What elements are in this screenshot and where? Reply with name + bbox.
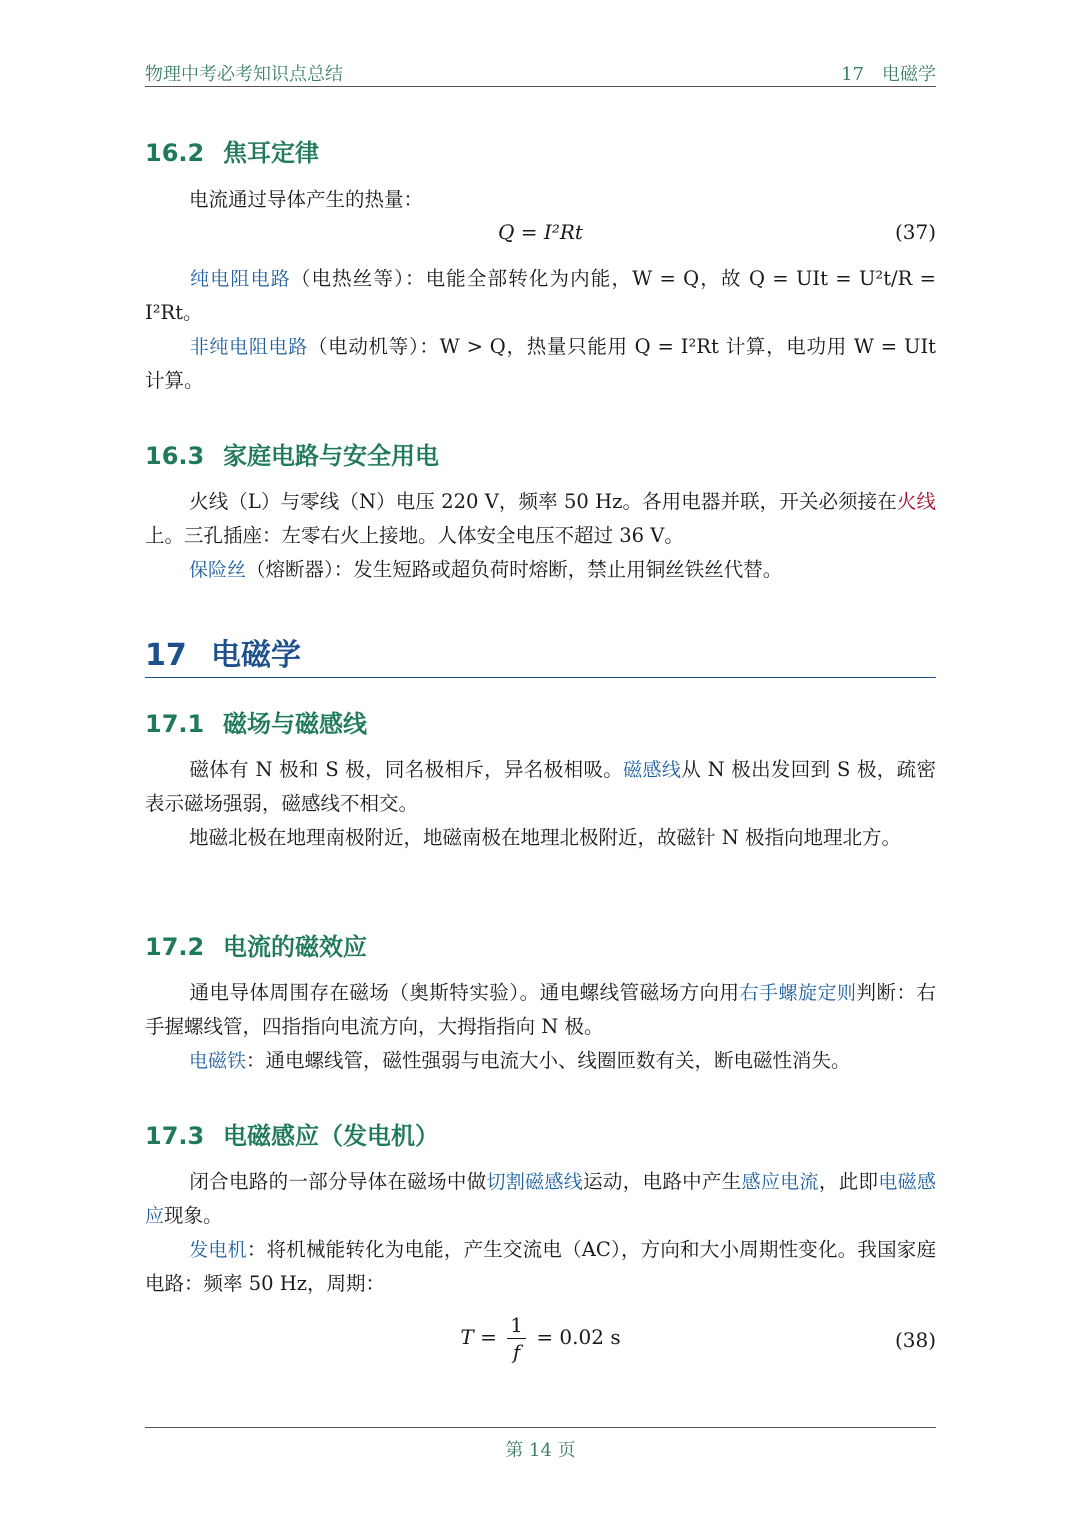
paragraph-text: ，此即 bbox=[818, 1170, 879, 1193]
section-heading-17-3 bbox=[145, 1116, 439, 1151]
equation-rhs: = 0.02 s bbox=[536, 1325, 621, 1349]
header-book-title: 物理中考必考知识点总结 bbox=[145, 64, 343, 85]
paragraph-text: （熔断器）：发生短路或超负荷时熔断，禁止用铜丝铁丝代替。 bbox=[246, 558, 783, 581]
term-highlight: 发电机 bbox=[189, 1239, 247, 1261]
paragraph-induction bbox=[145, 1165, 936, 1233]
paragraph-non-pure-resistive bbox=[145, 330, 936, 398]
running-header bbox=[145, 60, 936, 86]
term-highlight: 保险丝 bbox=[189, 559, 247, 581]
paragraph-text: 现象。 bbox=[164, 1204, 223, 1227]
section-heading-16-3 bbox=[145, 436, 439, 471]
section-heading-16-2 bbox=[145, 133, 319, 168]
page-number: 第 14 页 bbox=[505, 1440, 576, 1461]
paragraph-text: 上。三孔插座：左零右火上接地。人体安全电压不超过 36 V。 bbox=[145, 524, 684, 547]
paragraph-pure-resistive bbox=[145, 262, 936, 330]
equation-formula bbox=[145, 1312, 936, 1365]
section-number: 16.3 bbox=[145, 442, 205, 470]
paragraph-text: ：通电螺线管，磁性强弱与电流大小、线圈匝数有关，断电磁性消失。 bbox=[246, 1049, 851, 1072]
chapter-number: 17 bbox=[145, 638, 187, 673]
equation-number: (38) bbox=[894, 1328, 936, 1352]
section-title: 磁场与磁感线 bbox=[223, 710, 367, 738]
equation-38 bbox=[145, 1312, 936, 1372]
paragraph-electromagnet bbox=[145, 1044, 936, 1078]
paragraph-text: 磁体有 N 极和 S 极，同名极相斥，异名极相吸。 bbox=[189, 758, 624, 781]
fraction-denominator: f bbox=[512, 1340, 521, 1364]
footer-rule bbox=[145, 1427, 936, 1428]
paragraph-text: 运动，电路中产生 bbox=[583, 1170, 742, 1193]
term-highlight: 感应电流 bbox=[741, 1171, 819, 1193]
paragraph-text: 闭合电路的一部分导体在磁场中做 bbox=[189, 1170, 487, 1193]
term-highlight: 纯电阻电路 bbox=[189, 268, 291, 290]
section-number: 17.1 bbox=[145, 710, 205, 738]
paragraph-text: 地磁北极在地理南极附近，地磁南极在地理北极附近，故磁针 N 极指向地理北方。 bbox=[189, 826, 901, 849]
section-number: 17.2 bbox=[145, 933, 205, 961]
equation-37 bbox=[145, 220, 936, 260]
header-chapter: 17 电磁学 bbox=[841, 64, 936, 85]
paragraph-household-circuit bbox=[145, 485, 936, 553]
fraction-numerator: 1 bbox=[507, 1312, 526, 1339]
document-page bbox=[145, 0, 936, 1527]
paragraph-magnet-poles bbox=[145, 753, 936, 821]
chapter-rule bbox=[145, 677, 936, 678]
section-title: 电磁感应（发电机） bbox=[223, 1122, 439, 1150]
section-heading-17-2 bbox=[145, 927, 367, 962]
chapter-title: 电磁学 bbox=[211, 638, 301, 673]
term-highlight: 磁感线 bbox=[623, 759, 682, 781]
paragraph-text: 通电导体周围存在磁场（奥斯特实验）。通电螺线管磁场方向用 bbox=[189, 981, 740, 1004]
header-rule bbox=[145, 86, 936, 87]
term-highlight: 切割磁感线 bbox=[486, 1171, 584, 1193]
equation-lhs: T = bbox=[460, 1325, 497, 1349]
paragraph-text: ：将机械能转化为电能，产生交流电（AC），方向和大小周期性变化。我国家庭电路：频率 50 Hz，周期： bbox=[145, 1238, 936, 1295]
section-title: 焦耳定律 bbox=[223, 139, 319, 167]
paragraph-geomagnetism bbox=[145, 821, 936, 855]
paragraph-generator bbox=[145, 1233, 936, 1301]
paragraph-text: （电动机等）：W > Q，热量只能用 Q = I²Rt 计算，电功用 W = UIt 计算。 bbox=[145, 335, 936, 392]
term-highlight: 电磁铁 bbox=[189, 1050, 247, 1072]
chapter-heading-17 bbox=[145, 630, 301, 674]
paragraph-text: 从 N 极出发回到 S 极，疏密表示磁场强弱，磁感线不相交。 bbox=[145, 758, 936, 815]
equation-number: (37) bbox=[894, 220, 936, 244]
equation-formula: Q = I²Rt bbox=[498, 220, 583, 244]
paragraph-text: 电流通过导体产生的热量： bbox=[189, 188, 424, 211]
live-wire-highlight: 火线 bbox=[896, 490, 936, 513]
term-highlight: 右手螺旋定则 bbox=[739, 982, 857, 1004]
section-title: 电流的磁效应 bbox=[223, 933, 367, 961]
section-title: 家庭电路与安全用电 bbox=[223, 442, 439, 470]
term-highlight: 电磁感应 bbox=[145, 1171, 936, 1227]
paragraph-text: 火线（L）与零线（N）电压 220 V，频率 50 Hz。各用电器并联，开关必须接在 bbox=[189, 490, 897, 513]
section-number: 16.2 bbox=[145, 139, 205, 167]
section-heading-17-1 bbox=[145, 704, 367, 739]
paragraph-heat-intro bbox=[145, 183, 936, 217]
paragraph-oersted bbox=[145, 976, 936, 1044]
section-number: 17.3 bbox=[145, 1122, 205, 1150]
paragraph-fuse bbox=[145, 553, 936, 587]
paragraph-text: （电热丝等）：电能全部转化为内能，W = Q，故 Q = UIt = U²t/R = I²Rt。 bbox=[145, 267, 936, 324]
fraction bbox=[507, 1312, 526, 1365]
paragraph-text: 判断：右手握螺线管，四指指向电流方向，大拇指指向 N 极。 bbox=[145, 981, 936, 1038]
term-highlight: 非纯电阻电路 bbox=[189, 336, 308, 358]
